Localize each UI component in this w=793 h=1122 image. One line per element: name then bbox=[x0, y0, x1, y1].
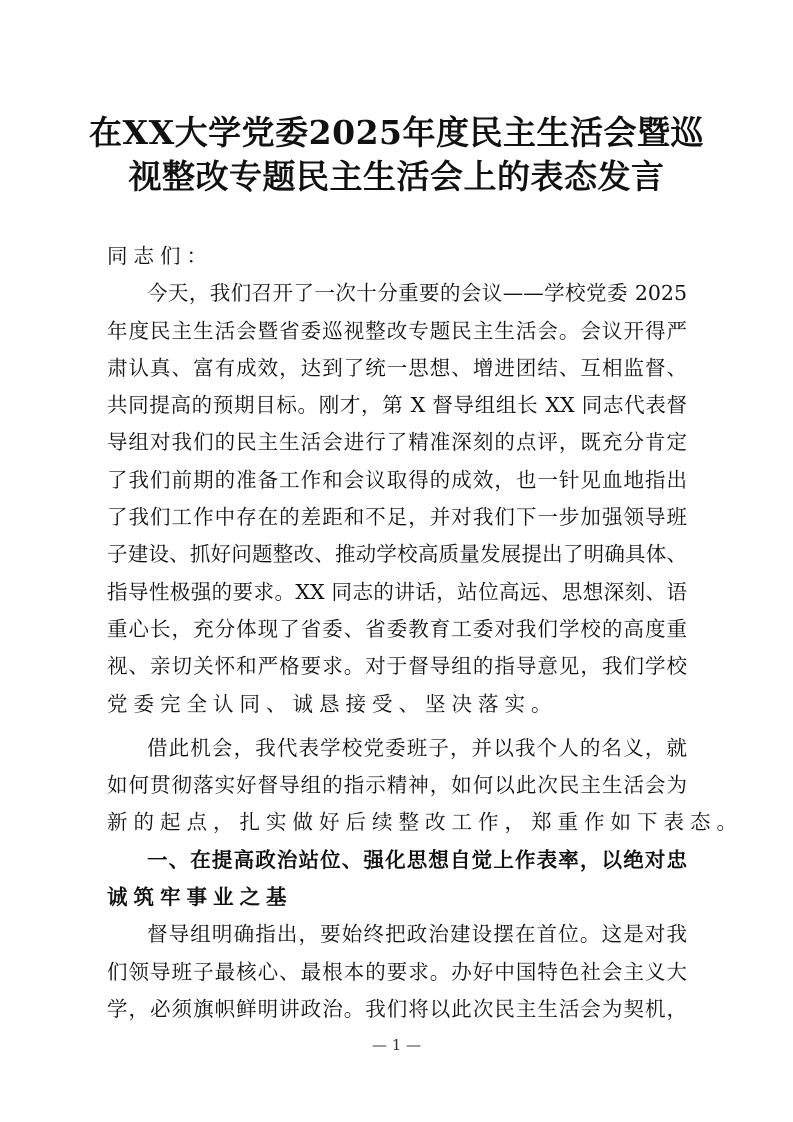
paragraph-line: 肃认真、富有成效，达到了统一思想、增进团结、互相监督、 bbox=[107, 355, 687, 380]
paragraph-line: 视、亲切关怀和严格要求。对于督导组的指导意见，我们学校 bbox=[107, 654, 687, 679]
paragraph-line: 今天，我们召开了一次十分重要的会议——学校党委 2025 bbox=[147, 281, 687, 306]
document-title-line-1: 在XX大学党委2025年度民主生活会暨巡 bbox=[88, 113, 705, 152]
paragraph-line: 重心长，充分体现了省委、省委教育工委对我们学校的高度重 bbox=[107, 616, 687, 641]
section-heading-line: 诚筑牢事业之基 bbox=[107, 885, 293, 910]
paragraph-line: 导组对我们的民主生活会进行了精准深刻的点评，既充分肯定 bbox=[107, 430, 687, 455]
paragraph-line: 共同提高的预期目标。刚才，第 X 督导组组长 XX 同志代表督 bbox=[107, 393, 687, 418]
document-title-line-2: 视整改专题民主生活会上的表态发言 bbox=[128, 157, 665, 196]
paragraph-line: 了我们前期的准备工作和会议取得的成效，也一针见血地指出 bbox=[107, 467, 687, 492]
paragraph-line: 督导组明确指出，要始终把政治建设摆在首位。这是对我 bbox=[147, 922, 687, 947]
document-body bbox=[107, 238, 743, 1028]
paragraph-line: 学，必须旗帜鲜明讲政治。我们将以此次民主生活会为契机， bbox=[107, 996, 687, 1021]
paragraph-line: 新的起点，扎实做好后续整改工作，郑重作如下表态。 bbox=[107, 810, 743, 835]
paragraph-line: 指导性极强的要求。XX 同志的讲话，站位高远、思想深刻、语 bbox=[107, 579, 687, 604]
section-heading-line: 一、在提高政治站位、强化思想自觉上作表率，以绝对忠 bbox=[147, 847, 687, 872]
paragraph-line: 如何贯彻落实好督导组的指示精神，如何以此次民主生活会为 bbox=[107, 773, 687, 798]
paragraph-line: 们领导班子最核心、最根本的要求。办好中国特色社会主义大 bbox=[107, 959, 687, 984]
page-number: — 1 — bbox=[371, 1036, 422, 1054]
paragraph-line: 党委完全认同、诚恳接受、坚决落实。 bbox=[107, 691, 558, 716]
paragraph-line: 子建设、抓好问题整改、推动学校高质量发展提出了明确具体、 bbox=[107, 542, 687, 567]
paragraph-line: 年度民主生活会暨省委巡视整改专题民主生活会。会议开得严 bbox=[107, 318, 687, 343]
paragraph-line: 借此机会，我代表学校党委班子，并以我个人的名义，就 bbox=[147, 735, 687, 760]
paragraph-line: 同志们： bbox=[107, 244, 213, 268]
paragraph-line: 了我们工作中存在的差距和不足，并对我们下一步加强领导班 bbox=[107, 505, 687, 530]
